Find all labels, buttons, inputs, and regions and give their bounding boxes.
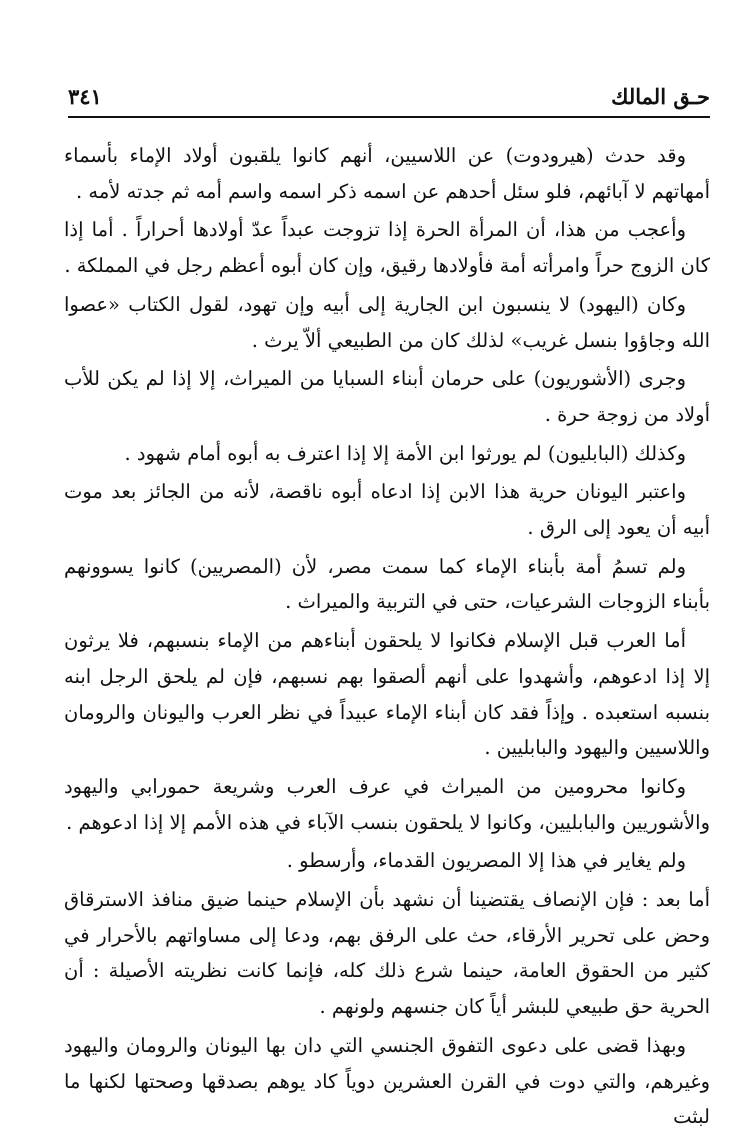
paragraph: ولم يغاير في هذا إلا المصريون القدماء، وأرسطو . (286, 849, 686, 873)
paragraph: أما العرب قبل الإسلام فكانوا لا يلحقون أبناءهم من الإماء بنسبهم، فلا يرثون إلا إذا ادعوهم، وأشهدوا على أنهم ألصقوا بهم نسبهم، فإن لم يلحق الرجل ابنه بنسبه استعبده . وإذاً فقد كان أبناء الإماء عبيداً في نظر العرب واليونان والرومان واللاسيين واليهود والبابليين . (64, 629, 710, 760)
page-header (68, 84, 710, 118)
paragraph: وجرى (الأشوريون) على حرمان أبناء السبايا من الميراث، إلا إذا لم يكن للأب أولاد من زوجة حرة . (64, 367, 710, 426)
paragraph: واعتبر اليونان حرية هذا الابن إذا ادعاه أبوه ناقصة، لأنه من الجائز بعد موت أبيه أن يعود إلى الرق . (64, 480, 710, 540)
paragraph: وكان (اليهود) لا ينسبون ابن الجارية إلى أبيه وإن تهود، لقول الكتاب «عصوا الله وجاؤوا بنسل غريب» لذلك كان من الطبيعي ألاّ يرث . (64, 292, 710, 352)
paragraph: وكانوا محرومين من الميراث في عرف العرب وشريعة حمورابي واليهود والأشوريين والبابليين، وكانوا لا يلحقون بنسب الآباء في هذه الأمم إلا إذا ادعوهم . (64, 774, 710, 834)
paragraph: وبهذا قضى على دعوى التفوق الجنسي التي دان بها اليونان والرومان واليهود وغيرهم، والتي دوت في القرن العشرين دوياً كاد يوهم بصدقها وصحتها لكنها ما لبثت (64, 1033, 710, 1129)
body-text (64, 138, 710, 1138)
paragraph: وكذلك (البابليون) لم يورثوا ابن الأمة إلا إذا اعترف به أبوه أمام شهود . (124, 441, 686, 465)
paragraph: أما بعد : فإن الإنصاف يقتضينا أن نشهد بأن الإسلام حينما ضيق منافذ الاسترقاق وحض على تحرير الأرقاء، حث على الرفق بهم، ودعا إلى مساواتهم بالأحرار في كثير من الحقوق العامة، حينما شرع ذلك كله، فإنما كانت نظريته الأصيلة : أن الحرية حق طبيعي للبشر أياً كان جنسهم ولونهم . (64, 888, 710, 1019)
page-number: ٣٤١ (68, 84, 102, 109)
paragraph: ولم تسمُ أمة بأبناء الإماء كما سمت مصر، لأن (المصريين) كانوا يسوونهم بأبناء الزوجات الشرعيات، حتى في التربية والميراث . (64, 554, 710, 614)
paragraph: وأعجب من هذا، أن المرأة الحرة إذا تزوجت عبداً عدّ أولادها أحراراً . أما إذا كان الزوج حراً وامرأته أمة فأولادها رقيق، وإن كان أبوه أعظم رجل في المملكة . (64, 218, 710, 278)
paragraph: وقد حدث (هيرودوت) عن اللاسيين، أنهم كانوا يلقبون أولاد الإماء بأسماء أمهاتهم لا آبائهم، فلو سئل أحدهم عن اسمه ذكر اسمه واسم أمه ثم جدته لأمه . (64, 144, 710, 203)
running-title: حـق المالك (611, 84, 710, 109)
